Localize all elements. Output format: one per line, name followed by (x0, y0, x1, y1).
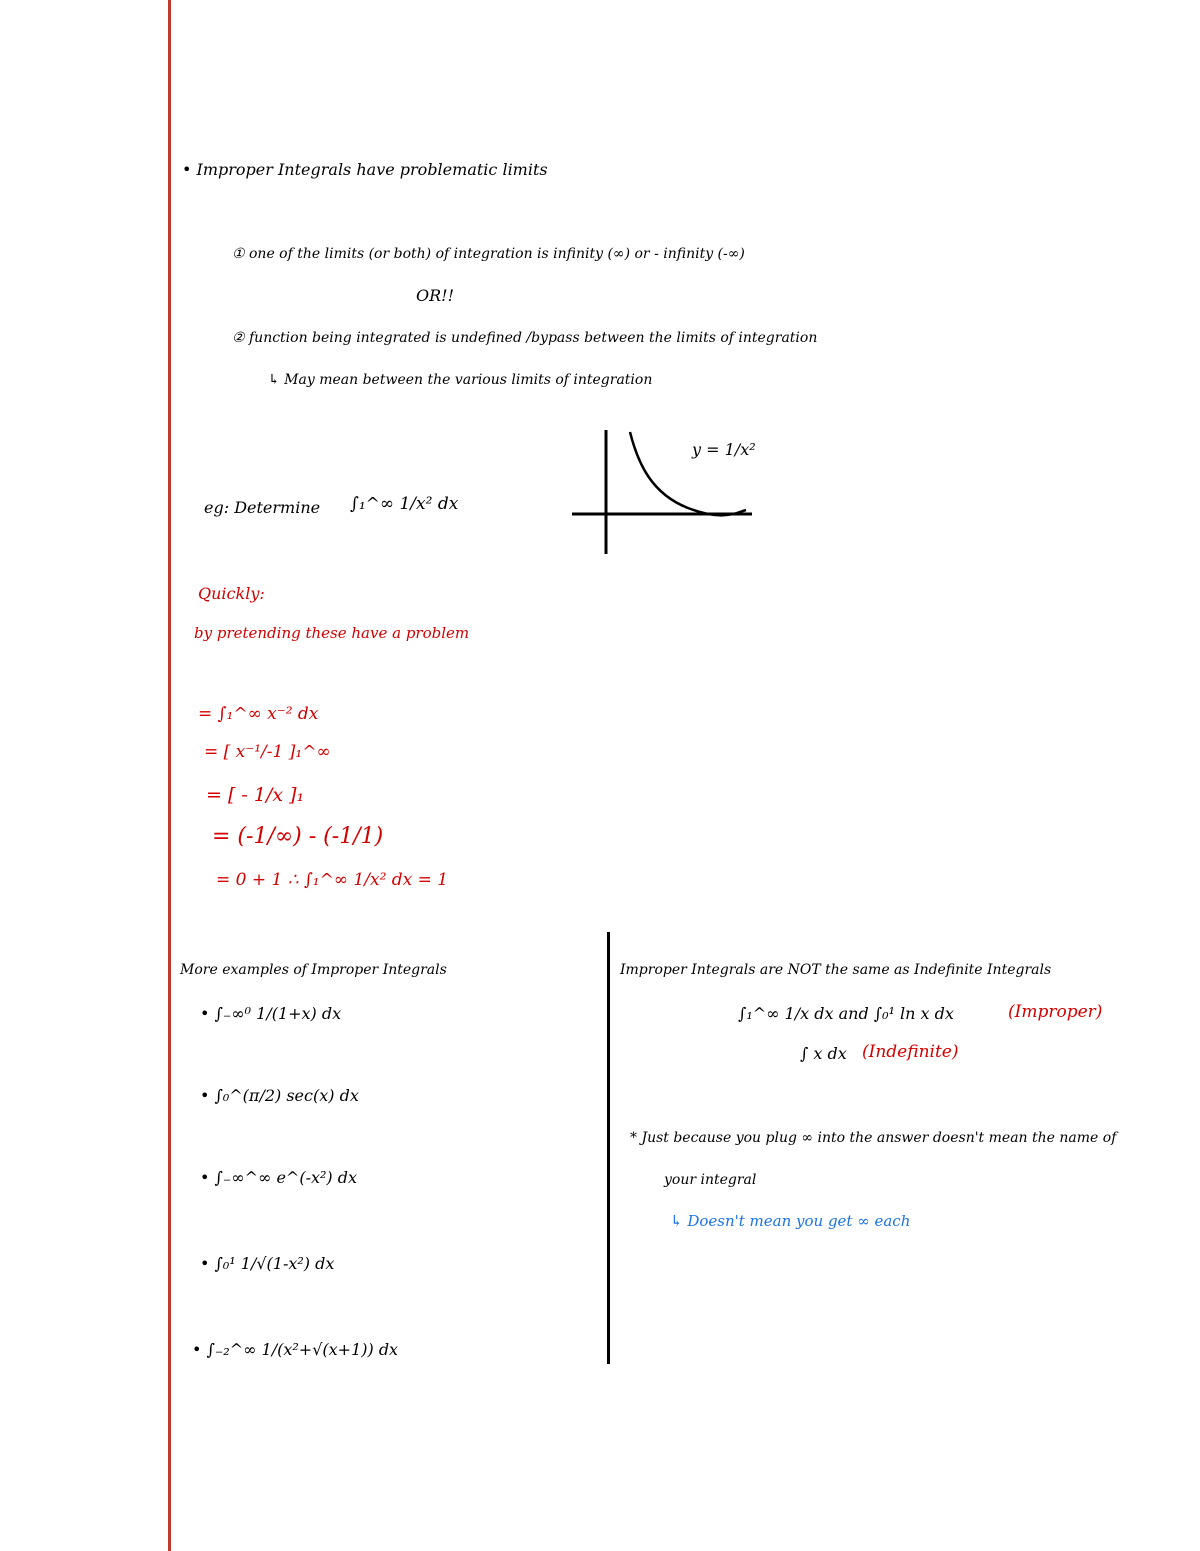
solution-note: by pretending these have a problem (194, 624, 470, 642)
right-line1: ∫₁^∞ 1/x dx and ∫₀¹ ln x dx (738, 1004, 954, 1023)
case-two-sub: ↳ May mean between the various limits of integration (268, 372, 653, 388)
example-item-3: • ∫₋∞^∞ e^(-x²) dx (200, 1168, 358, 1187)
case-two: ② function being integrated is undefined /bypass between the limits of integration (232, 330, 818, 346)
example-integral: ∫₁^∞ 1/x² dx (350, 494, 459, 514)
case-or: OR!! (416, 286, 455, 305)
example-prompt: eg: Determine (204, 498, 321, 517)
example-item-4: • ∫₀¹ 1/√(1-x²) dx (200, 1254, 335, 1273)
example-item-2: • ∫₀^(π/2) sec(x) dx (200, 1086, 359, 1105)
solution-line-5: = 0 + 1 ∴ ∫₁^∞ 1/x² dx = 1 (216, 870, 449, 890)
solution-line-1: = ∫₁^∞ x⁻² dx (198, 704, 319, 724)
solution-heading: Quickly: (198, 584, 265, 603)
right-line2: ∫ x dx (800, 1044, 847, 1063)
graph-label: y = 1/x² (692, 440, 756, 459)
solution-line-3: = [ - 1/x ]₁ (206, 784, 305, 806)
page-heading: • Improper Integrals have problematic limits (182, 160, 548, 179)
improper-tag: (Improper) (1008, 1002, 1103, 1022)
notebook-margin-line (168, 0, 171, 1551)
note-line-2: your integral (664, 1172, 757, 1188)
blue-note: ↳ Doesn't mean you get ∞ each (670, 1212, 911, 1230)
right-heading: Improper Integrals are NOT the same as Indefinite Integrals (620, 962, 1052, 978)
case-one: ① one of the limits (or both) of integration is infinity (∞) or - infinity (-∞) (232, 246, 745, 262)
example-item-1: • ∫₋∞⁰ 1/(1+x) dx (200, 1004, 342, 1023)
examples-heading: More examples of Improper Integrals (180, 962, 447, 978)
column-divider (607, 932, 610, 1364)
solution-line-4: = (-1/∞) - (-1/1) (212, 824, 384, 849)
example-item-5: • ∫₋₂^∞ 1/(x²+√(x+1)) dx (192, 1340, 399, 1359)
note-line-1: * Just because you plug ∞ into the answer doesn't mean the name of (630, 1130, 1117, 1146)
solution-line-2: = [ x⁻¹/-1 ]₁^∞ (204, 742, 331, 762)
indefinite-tag: (Indefinite) (862, 1042, 959, 1062)
